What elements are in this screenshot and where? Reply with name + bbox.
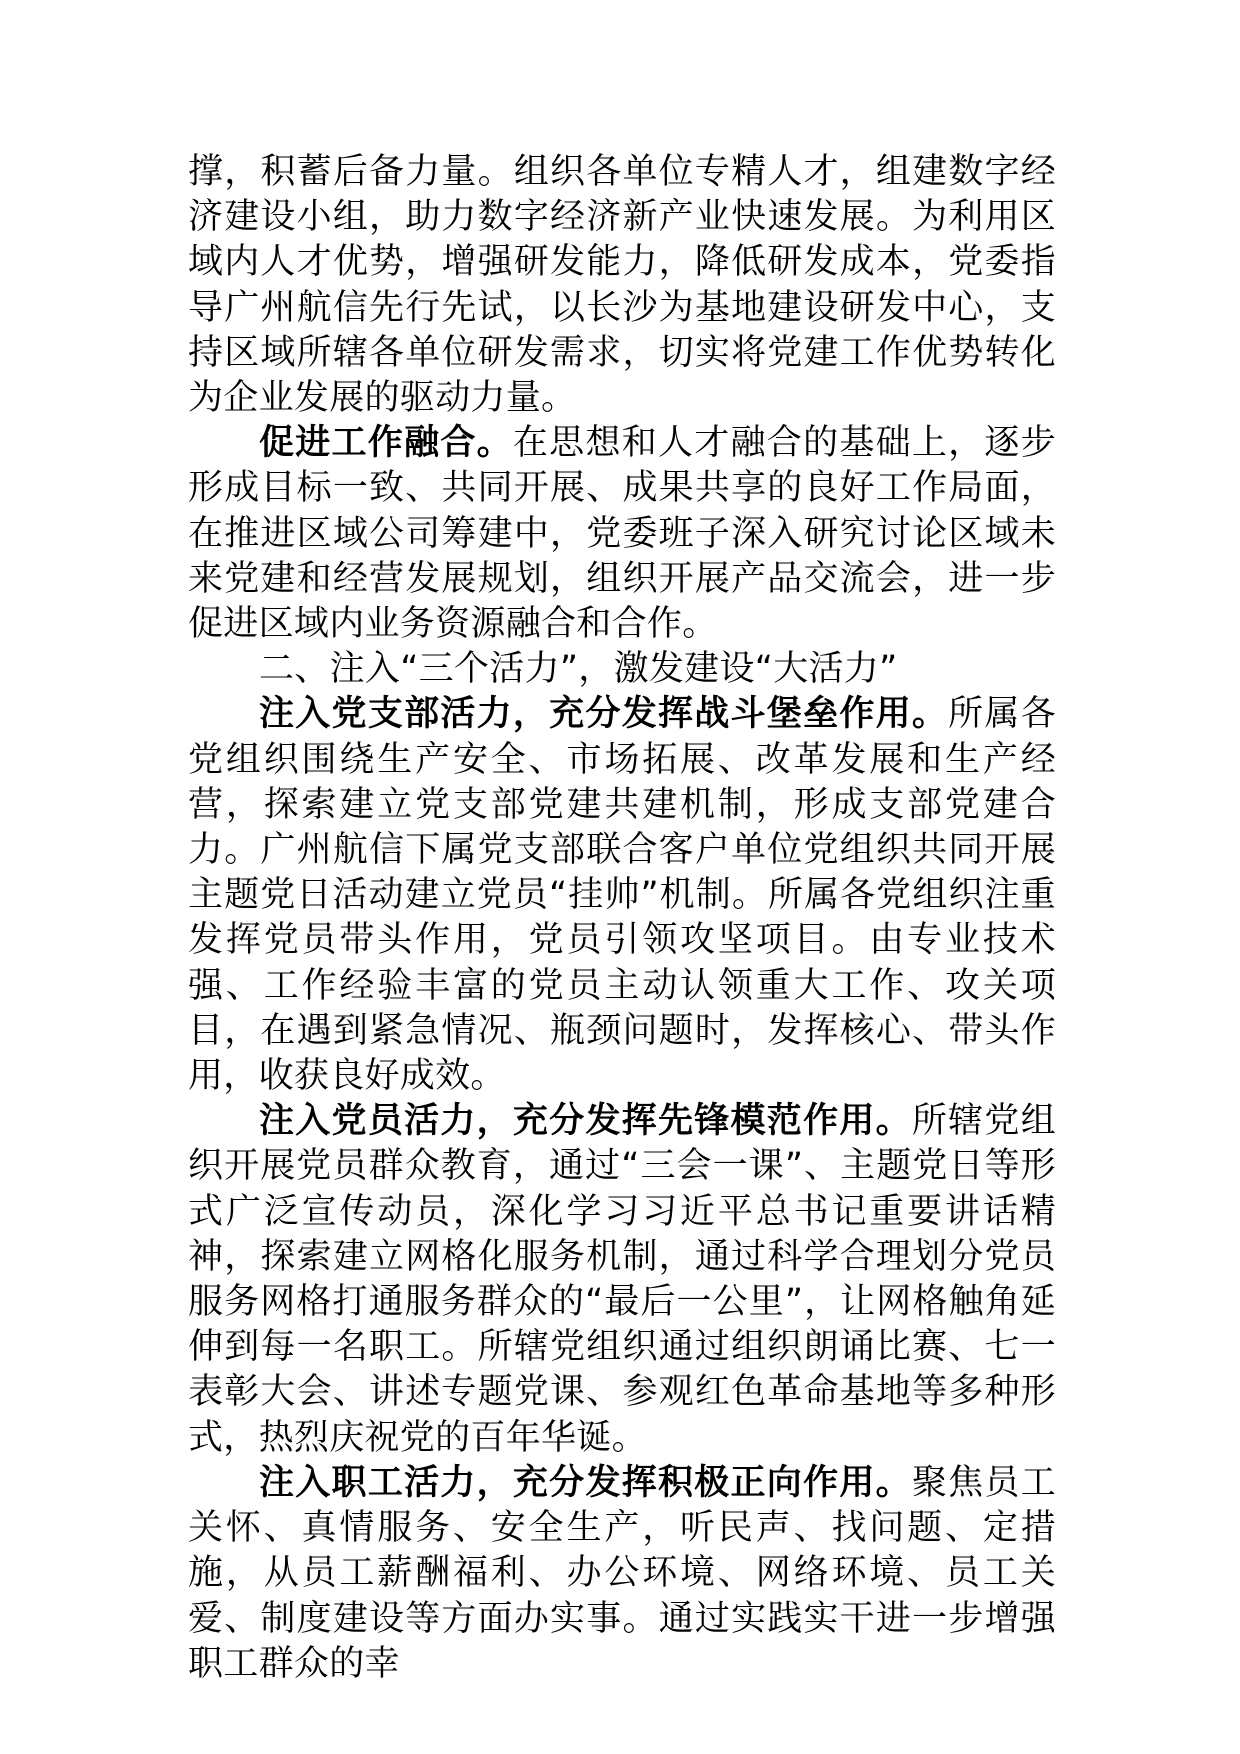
paragraph-lead-heading: 注入党员活力，充分发挥先锋模范作用。 xyxy=(259,1101,912,1142)
paragraph-lead-heading: 注入职工活力，充分发挥积极正向作用。 xyxy=(259,1462,912,1503)
document-page xyxy=(188,150,1056,1687)
paragraph-lead-heading: 注入党支部活力，充分发挥战斗堡垒作用。 xyxy=(259,694,949,735)
paragraph-body: 所属各党组织围绕生产安全、市场拓展、改革发展和生产经营，探索建立党支部党建共建机制，形成支部党建合力。广州航信下属党支部联合客户单位党组织共同开展主题党日活动建立党员“挂帅”机制。所属各党组织注重发挥党员带头作用，党员引领攻坚项目。由专业技术强、工作经验丰富的党员主动认领重大工作、攻关项目，在遇到紧急情况、瓶颈问题时，发挥核心、带头作用，收获良好成效。 xyxy=(188,694,1056,1097)
section-heading-text: 二、注入“三个活力”，激发建设“大活力” xyxy=(259,649,898,690)
paragraph-body: 聚焦员工关怀、真情服务、安全生产，听民声、找问题、定措施，从员工薪酬福利、办公环境、网络环境、员工关爱、制度建设等方面办实事。通过实践实干进一步增强职工群众的幸 xyxy=(188,1462,1057,1684)
paragraph-staff-vitality xyxy=(188,1461,1056,1687)
paragraph-body: 所辖党组织开展党员群众教育，通过“三会一课”、主题党日等形式广泛宣传动员，深化学习习近平总书记重要讲话精神，探索建立网格化服务机制，通过科学合理划分党员服务网格打通服务群众的“最后一公里”，让网格触角延伸到每一名职工。所辖党组织通过组织朗诵比赛、七一表彰大会、讲述专题党课、参观红色革命基地等多种形式，热烈庆祝党的百年华诞。 xyxy=(188,1101,1057,1458)
paragraph-lead-heading: 促进工作融合。 xyxy=(259,423,513,464)
paragraph-work-integration xyxy=(188,421,1056,647)
paragraph-intro xyxy=(188,150,1056,421)
paragraph-body: 撑，积蓄后备力量。组织各单位专精人才，组建数字经济建设小组，助力数字经济新产业快速发展。为利用区域内人才优势，增强研发能力，降低研发成本，党委指导广州航信先行先试，以长沙为基地建设研发中心，支持区域所辖各单位研发需求，切实将党建工作优势转化为企业发展的驱动力量。 xyxy=(188,152,1056,419)
paragraph-branch-vitality xyxy=(188,692,1056,1099)
section-heading xyxy=(188,647,1056,692)
paragraph-member-vitality xyxy=(188,1099,1056,1461)
paragraph-body: 在思想和人才融合的基础上，逐步形成目标一致、共同开展、成果共享的良好工作局面，在推进区域公司筹建中，党委班子深入研究讨论区域未来党建和经营发展规划，组织开展产品交流会，进一步促进区域内业务资源融合和合作。 xyxy=(188,423,1056,645)
